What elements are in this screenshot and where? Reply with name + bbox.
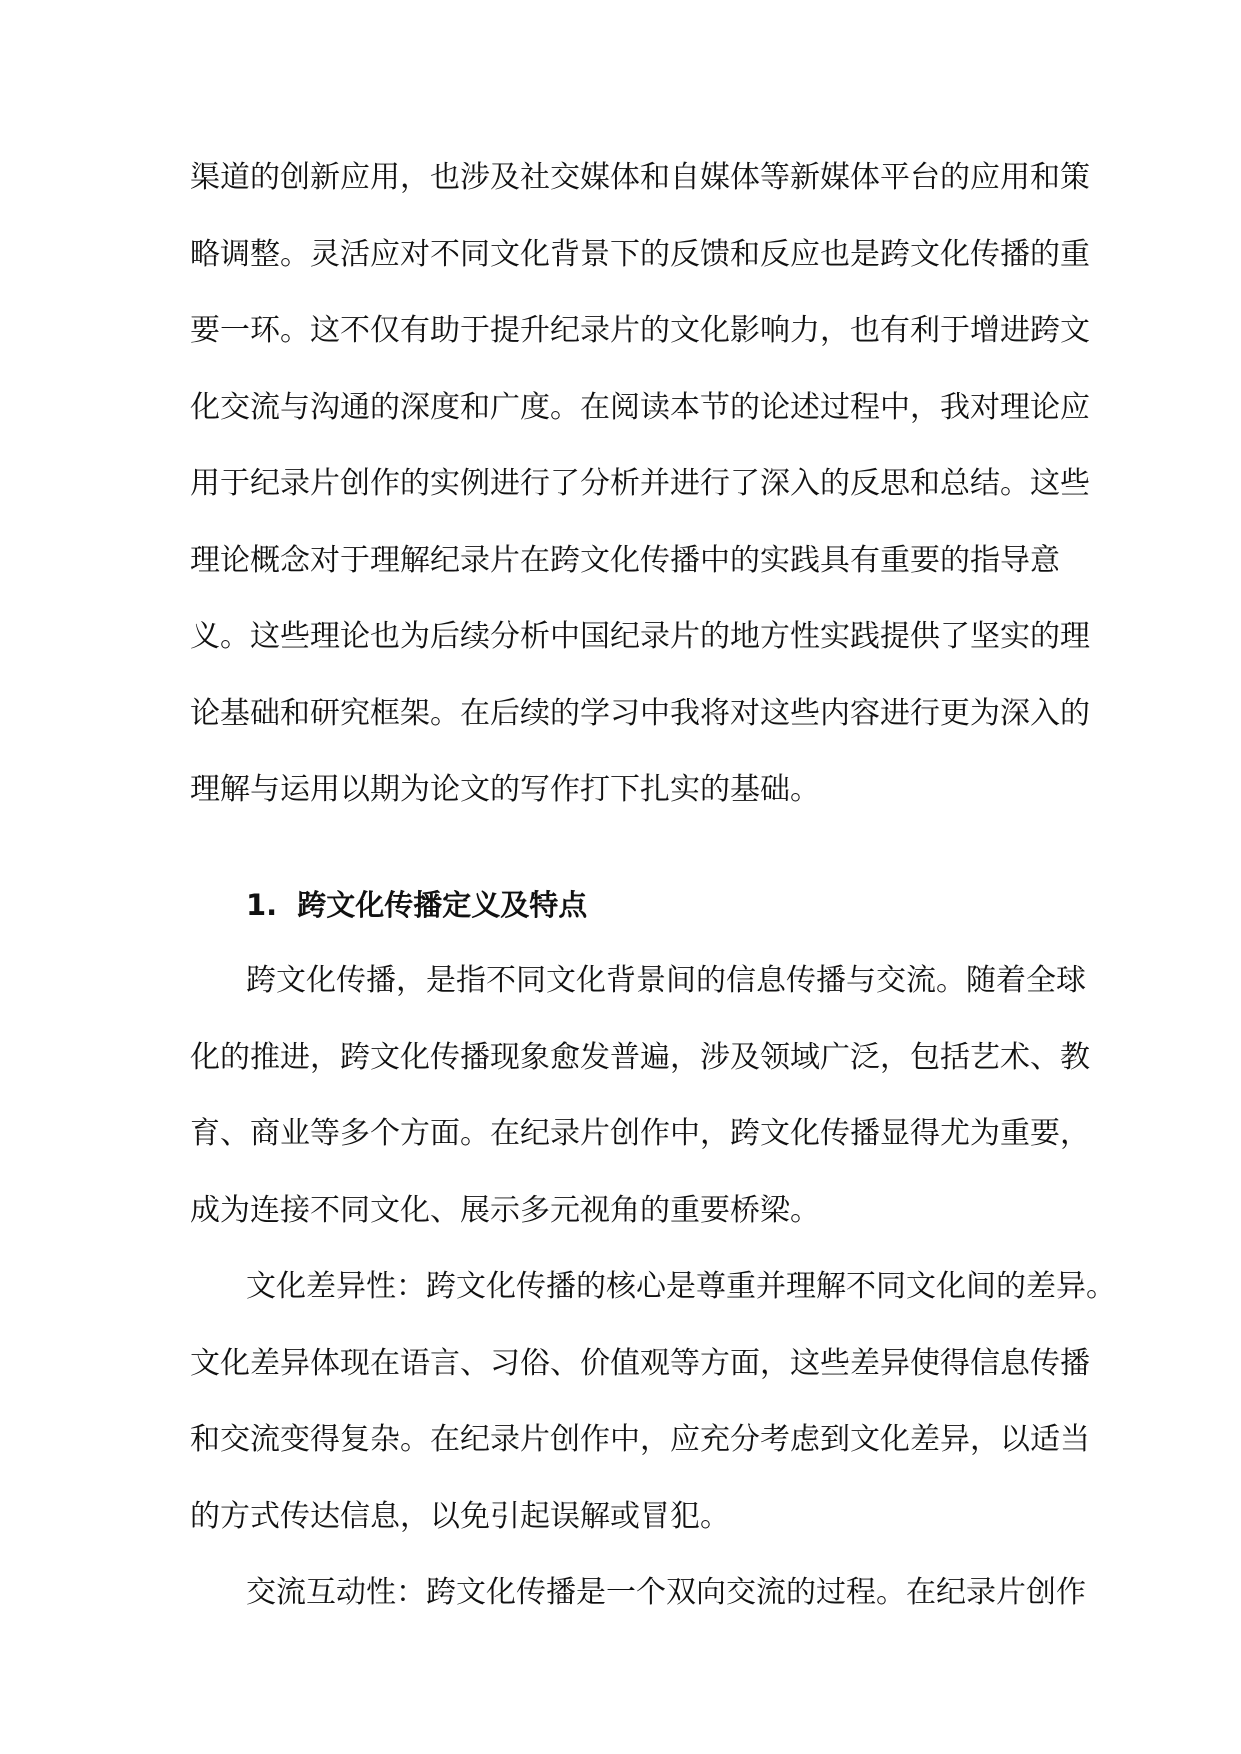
text-line: 义。这些理论也为后续分析中国纪录片的地方性实践提供了坚实的理 [190, 619, 1090, 654]
paragraph-cultural-difference [190, 1249, 1116, 1555]
text-line: 化的推进，跨文化传播现象愈发普遍，涉及领域广泛，包括艺术、教 [190, 1039, 1090, 1075]
text-line: 交流互动性：跨文化传播是一个双向交流的过程。在纪录片创作 [246, 1575, 1086, 1610]
text-line: 渠道的创新应用，也涉及社交媒体和自媒体等新媒体平台的应用和策 [190, 160, 1090, 195]
text-line: 略调整。灵活应对不同文化背景下的反馈和反应也是跨文化传播的重 [190, 236, 1090, 272]
text-line: 用于纪录片创作的实例进行了分析并进行了深入的反思和总结。这些 [190, 466, 1090, 501]
document-page [190, 140, 1116, 1632]
section-number: 1. [246, 887, 278, 922]
paragraph-continuation [190, 140, 1090, 829]
text-line: 理论概念对于理解纪录片在跨文化传播中的实践具有重要的指导意 [190, 542, 1060, 578]
text-line: 文化差异体现在语言、习俗、价值观等方面，这些差异使得信息传播 [190, 1345, 1090, 1381]
text-line: 跨文化传播，是指不同文化背景间的信息传播与交流。随着全球 [246, 963, 1086, 998]
text-line: 育、商业等多个方面。在纪录片创作中，跨文化传播显得尤为重要， [190, 1116, 1090, 1151]
paragraph-definition [190, 943, 1090, 1249]
text-line: 化交流与沟通的深度和广度。在阅读本节的论述过程中，我对理论应 [190, 389, 1090, 425]
paragraph-interaction [190, 1555, 1086, 1632]
text-line: 和交流变得复杂。在纪录片创作中，应充分考虑到文化差异，以适当 [190, 1422, 1090, 1457]
text-line: 的方式传达信息，以免引起误解或冒犯。 [190, 1498, 730, 1534]
section-heading [190, 867, 1060, 944]
section-title: 跨文化传播定义及特点 [297, 887, 588, 922]
text-line: 理解与运用以期为论文的写作打下扎实的基础。 [190, 772, 820, 807]
text-line: 论基础和研究框架。在后续的学习中我将对这些内容进行更为深入的 [190, 695, 1090, 731]
text-line: 要一环。这不仅有助于提升纪录片的文化影响力，也有利于增进跨文 [190, 313, 1090, 348]
text-line: 成为连接不同文化、展示多元视角的重要桥梁。 [190, 1192, 820, 1228]
text-line: 文化差异性：跨文化传播的核心是尊重并理解不同文化间的差异。 [246, 1269, 1116, 1304]
